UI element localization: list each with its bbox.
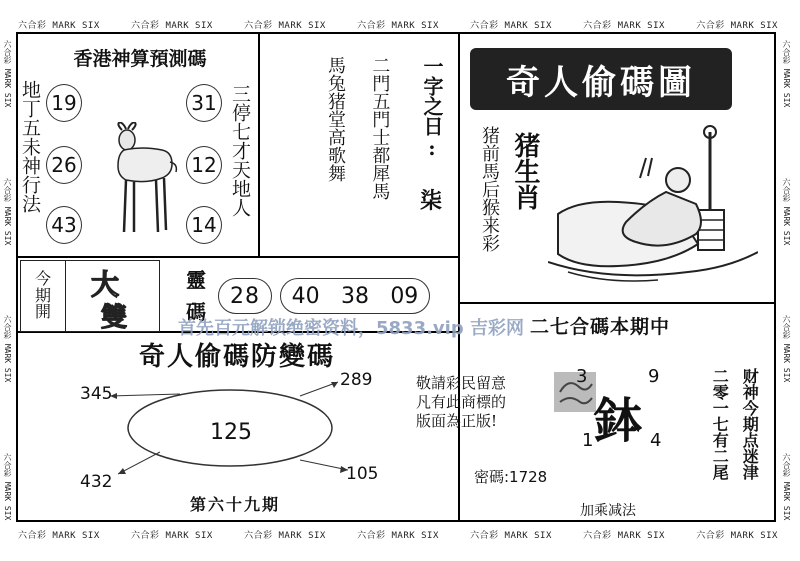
border-label: 六合彩 MARK SIX xyxy=(3,315,12,383)
frame-bottom xyxy=(16,520,776,522)
notice-block xyxy=(416,374,506,432)
border-label: 六合彩 MARK SIX xyxy=(782,40,791,108)
issue-number: 第六十九期 xyxy=(190,495,281,514)
code-label: 密碼:1728 xyxy=(474,468,548,486)
word-of-day-title: 一字之日: xyxy=(420,56,444,160)
spirit-number: 38 xyxy=(340,283,369,309)
year-column: 二零一七有二尾 xyxy=(710,368,730,480)
border-label: 六合彩 MARK SIX xyxy=(18,531,100,541)
ling-char: 靈 xyxy=(186,268,206,292)
border-label: 六合彩 MARK SIX xyxy=(696,531,778,541)
zodiac-column: 馬兔猪堂高歌舞 xyxy=(325,56,346,182)
pred-number: 26 xyxy=(46,146,82,184)
left-phrase: 地丁五未神行法 xyxy=(19,80,41,213)
border-label: 六合彩 MARK SIX xyxy=(357,21,439,31)
seal-number: 1 xyxy=(582,430,594,451)
divider xyxy=(458,32,460,522)
anti-change-title: 奇人偷碼防變碼 xyxy=(138,342,335,372)
poem-column: 猪前馬后猴来彩 xyxy=(479,126,500,252)
big-char: 大 xyxy=(91,268,120,301)
pred-number: 43 xyxy=(46,206,82,244)
spirit-number: 28 xyxy=(218,278,272,314)
spirit-number: 09 xyxy=(390,283,419,309)
corner-number: 105 xyxy=(346,464,379,484)
divider xyxy=(16,256,458,258)
word-of-day-value: 柒 xyxy=(420,188,443,214)
corner-number: 289 xyxy=(340,370,373,390)
center-number: 125 xyxy=(210,420,252,445)
frame-left xyxy=(16,32,18,522)
seal-number: 4 xyxy=(650,430,662,451)
predict-title: 香港神算預測碼 xyxy=(73,48,207,70)
seal-number: 9 xyxy=(648,366,660,387)
notice-line: 版面為正版! xyxy=(416,412,498,431)
border-right xyxy=(781,40,792,520)
result-label: 今期開 xyxy=(34,268,51,322)
border-label: 六合彩 MARK SIX xyxy=(131,21,213,31)
seal-number: 3 xyxy=(576,366,588,387)
spirit-number-group xyxy=(280,278,430,314)
spirit-number: 40 xyxy=(291,283,320,309)
border-label: 六合彩 MARK SIX xyxy=(782,452,791,520)
border-top xyxy=(18,18,778,31)
border-label: 六合彩 MARK SIX xyxy=(3,452,12,520)
ma-char: 碼 xyxy=(186,300,206,324)
bowl-char: 鉢 xyxy=(594,393,643,449)
pred-number: 31 xyxy=(186,84,222,122)
border-bottom xyxy=(18,528,778,541)
corner-number: 432 xyxy=(80,472,113,492)
border-label: 六合彩 MARK SIX xyxy=(696,21,778,31)
combo-title: 二七合碼本期中 xyxy=(530,316,671,338)
border-label: 六合彩 MARK SIX xyxy=(3,177,12,245)
watermark-banner: 首先百元解锁绝密资料，5833.vip 吉彩网 xyxy=(178,318,524,339)
fortune-column: 财神今期点迷津 xyxy=(740,368,760,480)
method-label: 加乘减法 xyxy=(580,503,636,519)
trademark-seal-icon xyxy=(554,372,596,412)
notice-line: 凡有此商標的 xyxy=(416,393,507,412)
border-left xyxy=(2,40,13,520)
pred-number: 14 xyxy=(186,206,222,244)
goat-icon xyxy=(104,122,180,240)
border-label: 六合彩 MARK SIX xyxy=(583,21,665,31)
corner-number: 345 xyxy=(80,384,113,404)
divider xyxy=(458,302,776,304)
divider xyxy=(258,32,260,256)
border-label: 六合彩 MARK SIX xyxy=(357,531,439,541)
notice-line: 敬請彩民留意 xyxy=(416,374,507,392)
border-label: 六合彩 MARK SIX xyxy=(3,40,12,108)
frame-right xyxy=(774,32,776,522)
result-box xyxy=(20,260,160,332)
border-label: 六合彩 MARK SIX xyxy=(244,531,326,541)
gate-column: 二門五門士都犀馬 xyxy=(369,56,391,200)
frame-top xyxy=(16,32,776,34)
thief-title: 奇人偷碼圖 xyxy=(470,48,732,110)
pair-char: 雙 xyxy=(101,303,128,333)
pred-number: 19 xyxy=(46,84,82,122)
border-label: 六合彩 MARK SIX xyxy=(583,531,665,541)
border-label: 六合彩 MARK SIX xyxy=(782,177,791,245)
border-label: 六合彩 MARK SIX xyxy=(244,21,326,31)
right-phrase: 三停七才天地人 xyxy=(229,84,251,217)
zodiac-heading: 猪生肖 xyxy=(510,132,540,210)
scholar-illustration-icon xyxy=(548,122,758,294)
border-label: 六合彩 MARK SIX xyxy=(18,21,100,31)
border-label: 六合彩 MARK SIX xyxy=(470,21,552,31)
border-label: 六合彩 MARK SIX xyxy=(782,315,791,383)
border-label: 六合彩 MARK SIX xyxy=(470,531,552,541)
pred-number: 12 xyxy=(186,146,222,184)
border-label: 六合彩 MARK SIX xyxy=(131,531,213,541)
